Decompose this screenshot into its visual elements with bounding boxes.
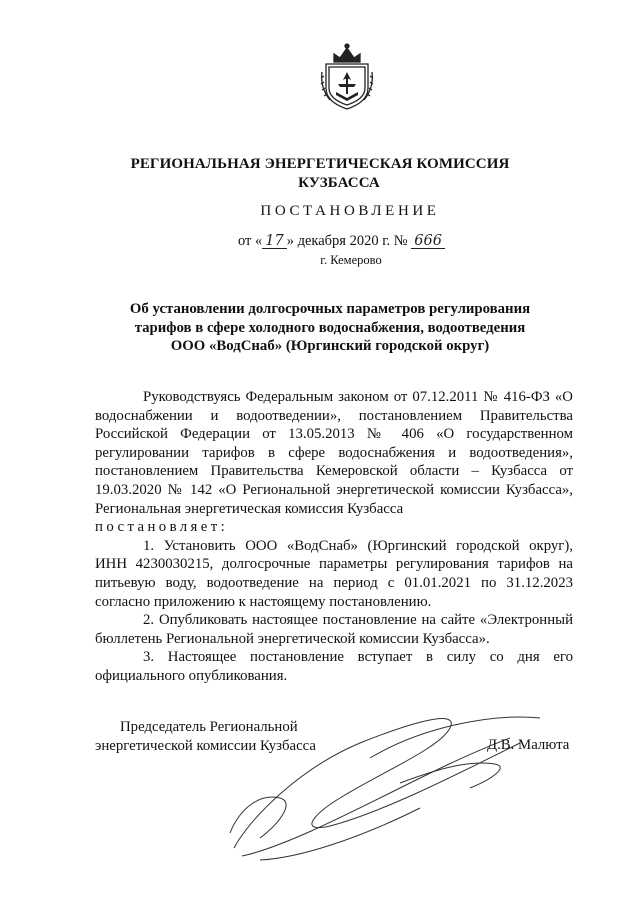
item-3-paragraph: 3. Настоящее постановление вступает в силу со дня его официального опубликования. [95,649,573,684]
preamble-paragraph [95,388,573,518]
subject-line2: тарифов в сфере холодного водоснабжения, водоотведения [134,319,526,336]
resolves-word: постановляет: [95,519,229,536]
signatory-title-line2: энергетической комиссии Кузбасса [95,738,316,754]
decree-heading: ПОСТАНОВЛЕНИЕ [260,203,440,219]
decree-date-line [238,233,445,250]
subject-line3: ООО «ВодСнаб» (Юргинский городской округ) [170,338,490,354]
decree-number-handwritten: 666 [411,234,445,249]
date-prefix: от « [238,233,263,249]
signatory-name: Д.В. Малюта [487,737,570,753]
decree-city: г. Кемерово [320,253,382,267]
resolves-paragraph [95,518,573,537]
signatory-title-line1: Председатель Региональной [120,719,298,735]
subject-line1: Об установлении долгосрочных параметров регулирования [129,301,531,317]
kuzbass-coat-of-arms-icon [318,42,376,112]
item-1-paragraph: 1. Установить ООО «ВодСнаб» (Юргинский городской округ), ИНН 4230030215, долгосрочные параметры регулирования тарифов на питьевую воду, водоотведение на период с 01.01.2021 по 31.12.2023 согласно приложению к настоящему постановлению. [95,537,573,610]
handwritten-signature-icon [220,698,550,868]
decree-body [95,388,573,686]
organization-title [0,155,640,193]
date-middle: » декабря 2020 г. № [286,233,408,249]
organization-title-line2: КУЗБАССА [298,175,380,191]
decree-day-handwritten: 17 [262,234,286,249]
preamble-text: Руководствуясь Федеральным законом от 07.12.2011 № 416-ФЗ «О водоснабжении и водоотведении», постановлением Правительства Российской Федерации от 13.05.2013 № 406 «О государственном регулировании тарифов в сфере водоснабжения и водоотведения», постановлением Правительства Кемеровской области – Кузбасса от 19.03.2020 № 142 «О Региональной энергетической комиссии Кузбасса», Региональная энергетическая комиссия Кузбасса [95,389,573,517]
item-2-paragraph: 2. Опубликовать настоящее постановление на сайте «Электронный бюллетень Региональной энергетической комиссии Кузбасса». [95,612,573,647]
organization-title-line1: РЕГИОНАЛЬНАЯ ЭНЕРГЕТИЧЕСКАЯ КОМИССИЯ [130,156,510,172]
decree-subject [90,300,570,356]
